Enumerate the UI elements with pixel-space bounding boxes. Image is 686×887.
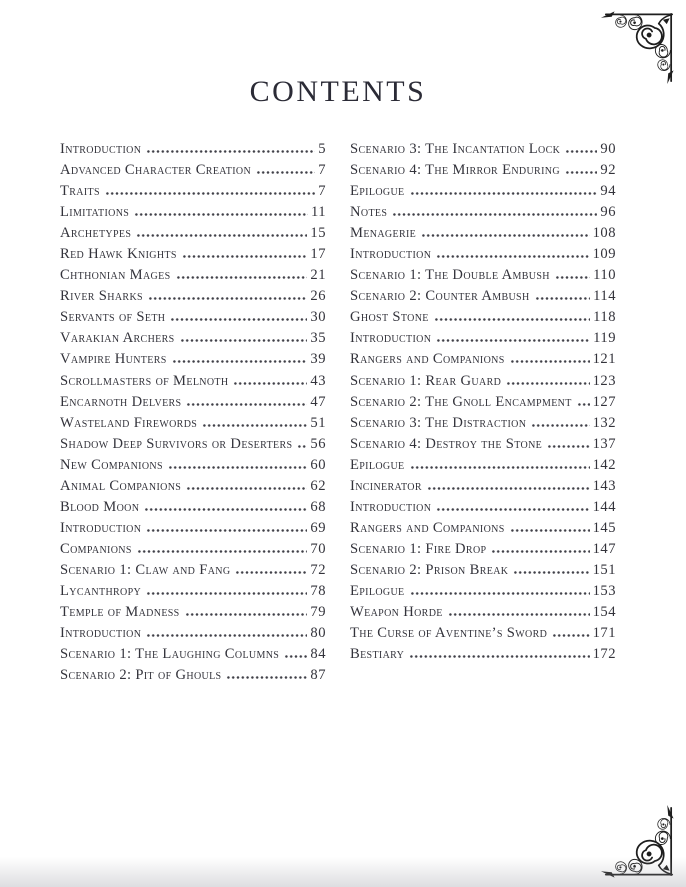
toc-entry [350,351,616,372]
toc-entry-page: 118 [593,309,616,326]
toc-entry-label: Chthonian Mages [60,267,171,284]
toc-entry-dot-leader [180,339,308,342]
toc-entry-dot-leader [436,508,589,511]
toc-entry-page: 147 [592,540,616,557]
toc-entry-dot-leader [510,529,590,532]
toc-entry-dot-leader [172,360,308,363]
toc-entry-page: 114 [593,288,616,305]
toc-entry-dot-leader [146,150,315,153]
toc-entry-page: 94 [600,183,616,200]
toc-entry-label: Scenario 2: Counter Ambush [350,288,530,305]
toc-entry [350,394,616,415]
toc-entry-label: Scrollmasters of Melnoth [60,372,229,389]
toc-entry-page: 7 [318,162,326,179]
toc-entry [350,246,616,267]
toc-entry-label: Scenario 3: The Distraction [350,414,527,431]
toc-entry-page: 80 [310,625,326,642]
toc-entry [350,162,616,183]
toc-entry-dot-leader [565,150,597,153]
toc-entry-dot-leader [146,592,307,595]
toc-entry-page: 90 [600,141,616,157]
toc-entry-page: 78 [310,582,326,599]
toc-entry-dot-leader [555,276,590,279]
toc-entry-label: Menagerie [350,225,417,242]
toc-entry [60,373,326,394]
toc-entry [60,457,326,478]
toc-entry-page: 62 [310,477,326,494]
toc-entry [350,499,616,520]
toc-entry-dot-leader [421,234,589,237]
toc-entry-label: Incinerator [350,477,422,494]
toc-entry-label: Scenario 2: Pit of Ghouls [60,667,222,684]
toc-entry-page: 154 [592,604,616,621]
toc-entry [60,562,326,583]
toc-entry-page: 145 [592,519,616,536]
toc-entry [60,394,326,415]
toc-entry-label: Varakian Archers [60,330,175,347]
toc-entry-dot-leader [436,255,589,258]
toc-entry [60,288,326,309]
toc-entry [60,478,326,499]
toc-entry-label: Temple of Madness [60,604,180,621]
toc-entry-label: Red Hawk Knights [60,246,177,263]
toc-entry [350,288,616,309]
toc-entry-page: 15 [310,225,326,242]
toc-entry-page: 68 [310,498,326,515]
toc-entry [350,436,616,457]
toc-entry [60,520,326,541]
toc-entry-dot-leader [202,424,307,427]
toc-entry-dot-leader [409,655,589,658]
toc-entry-dot-leader [186,487,307,490]
toc-entry-dot-leader [436,339,590,342]
toc-entry-dot-leader [410,192,598,195]
toc-entry-dot-leader [565,171,598,174]
toc-entry-page: 17 [310,246,326,263]
toc-entry-label: Scenario 2: Prison Break [350,561,509,578]
toc-entry-page: 26 [310,288,326,305]
toc-entry-dot-leader [513,571,589,574]
toc-entry-label: Introduction [60,519,142,536]
toc-entry [60,183,326,204]
toc-entry-page: 43 [310,372,326,389]
toc-entry-label: River Sharks [60,288,143,305]
toc-entry [350,183,616,204]
toc-entry-page: 123 [592,372,616,389]
toc-entry-label: Introduction [60,625,142,642]
toc-entry-label: Scenario 1: The Double Ambush [350,267,550,284]
toc-entry-page: 109 [592,246,616,263]
toc-entry-label: Shadow Deep Survivors or Deserters [60,435,293,452]
toc-entry-page: 144 [592,498,616,515]
toc-entry-page: 56 [310,435,326,452]
toc-entry-dot-leader [134,213,308,216]
toc-entry-page: 47 [310,393,326,410]
toc-columns [60,141,616,688]
toc-entry-page: 51 [310,414,326,431]
toc-entry [350,204,616,225]
toc-entry [350,373,616,394]
toc-entry-page: 172 [592,646,616,663]
toc-entry-label: Bestiary [350,646,405,663]
toc-entry-label: Blood Moon [60,498,140,515]
toc-entry-dot-leader [186,403,307,406]
toc-entry [350,457,616,478]
toc-entry-label: Vampire Hunters [60,351,167,368]
toc-entry-dot-leader [182,255,308,258]
toc-column-right [350,141,616,688]
toc-entry-dot-leader [233,382,307,385]
toc-entry [350,330,616,351]
toc-entry [350,646,616,667]
toc-entry-page: 35 [310,330,326,347]
toc-entry-label: Scenario 1: The Laughing Columns [60,646,280,663]
toc-entry [350,415,616,436]
toc-column-left [60,141,326,688]
toc-entry-dot-leader [510,360,590,363]
toc-entry-dot-leader [531,424,589,427]
toc-entry [60,667,326,688]
toc-entry-page: 84 [310,646,326,663]
toc-entry [60,204,326,225]
toc-entry [350,625,616,646]
toc-entry-label: Encarnoth Delvers [60,393,182,410]
toc-entry-label: Scenario 1: Rear Guard [350,372,502,389]
toc-entry [350,267,616,288]
page-bottom-fade [0,857,686,887]
toc-entry-page: 87 [310,667,326,684]
toc-entry-dot-leader [410,466,590,469]
toc-entry-dot-leader [105,192,315,195]
toc-entry [350,478,616,499]
toc-entry-page: 96 [600,204,616,221]
toc-entry-page: 72 [310,561,326,578]
toc-entry-label: Epilogue [350,183,405,200]
toc-entry-label: Scenario 3: The Incantation Lock [350,141,561,157]
toc-entry-dot-leader [577,403,590,406]
toc-entry [60,309,326,330]
toc-entry-page: 11 [310,204,326,221]
toc-entry-dot-leader [136,234,307,237]
toc-entry-page: 121 [592,351,616,368]
toc-entry [60,267,326,288]
toc-entry-dot-leader [434,318,590,321]
toc-entry-label: Archetypes [60,225,132,242]
toc-entry-label: Introduction [60,141,142,157]
toc-entry-page: 119 [593,330,616,347]
toc-entry-page: 127 [592,393,616,410]
toc-entry-page: 79 [310,604,326,621]
toc-entry-label: Epilogue [350,456,405,473]
toc-entry [350,225,616,246]
toc-entry [60,246,326,267]
toc-entry-label: Weapon Horde [350,604,443,621]
toc-entry [60,141,326,162]
toc-entry [350,520,616,541]
toc-entry-page: 151 [592,561,616,578]
toc-entry-label: Rangers and Companions [350,519,505,536]
toc-entry [60,330,326,351]
toc-entry-label: Wasteland Firewords [60,414,198,431]
toc-entry-dot-leader [170,318,307,321]
toc-entry-dot-leader [448,613,590,616]
toc-entry-label: Rangers and Companions [350,351,505,368]
toc-content [60,0,616,688]
toc-entry-page: 110 [593,267,616,284]
toc-entry-dot-leader [226,676,307,679]
toc-entry-page: 39 [310,351,326,368]
toc-entry-page: 137 [592,435,616,452]
toc-entry-dot-leader [297,445,307,448]
toc-entry-label: Advanced Character Creation [60,162,252,179]
toc-entry-label: Lycanthropy [60,582,142,599]
toc-entry-label: New Companions [60,456,163,473]
toc-entry-page: 7 [318,183,326,200]
toc-entry-page: 30 [310,309,326,326]
toc-entry-dot-leader [176,276,308,279]
toc-entry-page: 132 [592,414,616,431]
toc-entry [350,141,616,162]
toc-entry-dot-leader [410,592,590,595]
toc-entry-dot-leader [547,445,589,448]
toc-entry-dot-leader [535,297,591,300]
toc-entry [60,625,326,646]
toc-entry [60,351,326,372]
toc-entry [350,541,616,562]
toc-entry-dot-leader [235,571,307,574]
toc-entry [60,646,326,667]
toc-entry [350,604,616,625]
toc-entry [60,499,326,520]
toc-entry-page: 142 [592,456,616,473]
toc-entry-dot-leader [185,613,308,616]
toc-entry-label: Animal Companions [60,477,182,494]
page-title: CONTENTS [249,75,427,108]
toc-entry-dot-leader [392,213,597,216]
toc-entry [60,541,326,562]
toc-entry [350,562,616,583]
toc-entry-page: 5 [318,141,326,157]
toc-entry-dot-leader [144,508,307,511]
toc-entry [60,225,326,246]
toc-entry-label: Scenario 4: Destroy the Stone [350,435,543,452]
toc-entry-label: Epilogue [350,582,405,599]
toc-entry [60,436,326,457]
toc-entry-label: The Curse of Aventine’s Sword [350,625,548,642]
toc-entry-page: 92 [600,162,616,179]
toc-entry-page: 70 [310,540,326,557]
toc-entry-label: Notes [350,204,388,221]
toc-entry-dot-leader [168,466,308,469]
toc-entry-dot-leader [491,550,589,553]
toc-entry [350,309,616,330]
toc-entry-page: 60 [310,456,326,473]
toc-entry-label: Introduction [350,330,432,347]
toc-entry-label: Traits [60,183,100,200]
toc-entry-dot-leader [427,487,590,490]
toc-entry-label: Companions [60,540,132,557]
toc-entry [60,604,326,625]
toc-entry-dot-leader [506,382,589,385]
toc-entry-label: Introduction [350,246,432,263]
toc-entry-label: Servants of Seth [60,309,166,326]
toc-entry-dot-leader [137,550,308,553]
toc-entry-label: Scenario 4: The Mirror Enduring [350,162,560,179]
toc-entry-label: Scenario 1: Fire Drop [350,540,487,557]
toc-entry [350,583,616,604]
toc-entry-dot-leader [146,529,307,532]
corner-flourish-bottom-right-icon [599,803,677,881]
toc-entry-label: Ghost Stone [350,309,429,326]
toc-entry [60,583,326,604]
toc-entry-label: Limitations [60,204,130,221]
toc-entry-dot-leader [552,634,589,637]
toc-entry [60,162,326,183]
toc-entry-page: 108 [592,225,616,242]
toc-entry-page: 153 [592,582,616,599]
toc-entry-dot-leader [284,655,307,658]
toc-entry-page: 171 [592,625,616,642]
toc-entry-page: 69 [310,519,326,536]
toc-entry-page: 21 [310,267,326,284]
toc-entry-page: 143 [592,477,616,494]
toc-entry-label: Scenario 1: Claw and Fang [60,561,231,578]
toc-entry-dot-leader [148,297,307,300]
toc-entry-dot-leader [146,634,307,637]
toc-entry [60,415,326,436]
toc-entry-label: Scenario 2: The Gnoll Encampment [350,393,572,410]
toc-entry-label: Introduction [350,498,432,515]
toc-entry-dot-leader [256,171,315,174]
